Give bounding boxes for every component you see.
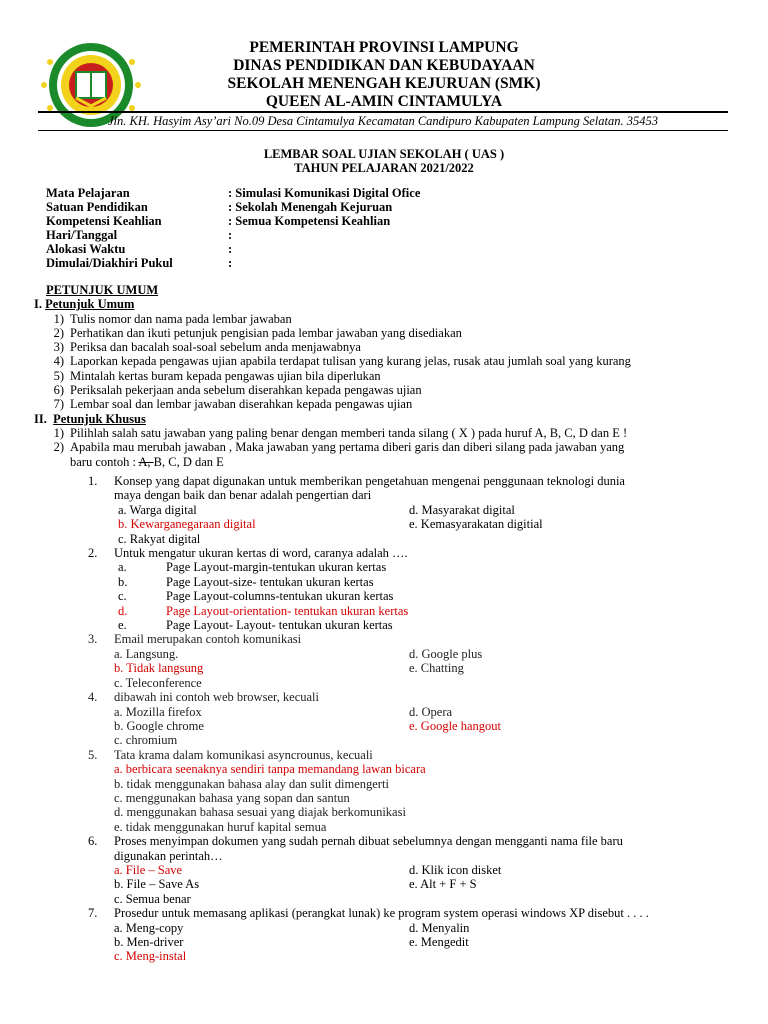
general-title: Petunjuk Umum bbox=[45, 297, 135, 312]
identity-value: : bbox=[228, 256, 233, 270]
school-name: QUEEN AL-AMIN CINTAMULYA bbox=[265, 93, 503, 110]
identity-value: : bbox=[228, 242, 233, 256]
answer-option[interactable]: c. Semua benar bbox=[114, 891, 191, 906]
exam-title bbox=[0, 147, 768, 175]
identity-value: : Sekolah Menengah Kejuruan bbox=[228, 200, 393, 214]
general-list bbox=[34, 312, 734, 412]
question bbox=[88, 906, 748, 964]
question bbox=[88, 546, 748, 632]
answer-option[interactable]: a. Langsung. bbox=[114, 646, 179, 661]
identity-row bbox=[46, 242, 420, 256]
question bbox=[88, 748, 748, 834]
answer-option[interactable]: e. Page Layout- Layout- tentukan ukuran kertas bbox=[118, 618, 393, 633]
answer-option[interactable]: c. Rakyat digital bbox=[118, 531, 201, 546]
answer-option[interactable]: a. File – Save bbox=[114, 862, 183, 877]
question-text: Email merupakan contoh komunikasi bbox=[114, 632, 302, 647]
answer-option[interactable]: c. Meng-instal bbox=[114, 949, 187, 964]
answer-option[interactable]: e. tidak menggunakan huruf kapital semua bbox=[114, 819, 327, 834]
general-number: I. bbox=[34, 297, 42, 312]
answer-option[interactable]: d. Masyarakat digital bbox=[409, 502, 515, 517]
answer-option[interactable]: d. menggunakan bahasa sesuai yang diajak berkomunikasi bbox=[114, 805, 406, 820]
question-text: Untuk mengatur ukuran kertas di word, caranya adalah …. bbox=[114, 546, 408, 561]
identity-key: Alokasi Waktu bbox=[46, 242, 126, 256]
answer-option[interactable]: d. Opera bbox=[409, 704, 453, 719]
answer-options bbox=[88, 503, 748, 546]
question-text: digunakan perintah… bbox=[114, 848, 223, 863]
list-item: 2) Perhatikan dan ikuti petunjuk pengisian pada lembar jawaban yang disediakan bbox=[53, 325, 462, 340]
answer-option[interactable]: e. Kemasyarakatan digitial bbox=[409, 517, 543, 532]
answer-option[interactable]: d. Klik icon disket bbox=[409, 862, 502, 877]
identity-row bbox=[46, 228, 420, 242]
identity-key: Mata Pelajaran bbox=[46, 186, 130, 200]
question bbox=[88, 632, 748, 690]
answer-option[interactable]: c. chromium bbox=[114, 733, 178, 748]
answer-option[interactable]: c. Page Layout-columns-tentukan ukuran kertas bbox=[118, 589, 394, 604]
answer-options bbox=[88, 560, 748, 632]
identity-key: Kompetensi Keahlian bbox=[46, 214, 162, 228]
answer-option[interactable]: b. Kewarganegaraan digital bbox=[118, 517, 256, 532]
identity-row bbox=[46, 200, 420, 214]
question-number: 5. bbox=[88, 747, 98, 762]
answer-option[interactable]: a. Mozilla firefox bbox=[114, 704, 202, 719]
answer-option[interactable]: a. Page Layout-margin-tentukan ukuran kertas bbox=[118, 560, 387, 575]
identity-key: Satuan Pendidikan bbox=[46, 200, 148, 214]
question-text: Tata krama dalam komunikasi asyncrounus, kecuali bbox=[114, 747, 373, 762]
question bbox=[88, 834, 748, 906]
question-text: Proses menyimpan dokumen yang sudah pernah dibuat sebelumnya dengan mengganti nama file baru bbox=[114, 834, 623, 849]
question bbox=[88, 474, 748, 546]
question-number: 7. bbox=[88, 906, 98, 921]
answer-option[interactable]: a. berbicara seenaknya sendiri tanpa memandang lawan bicara bbox=[114, 762, 426, 777]
list-item: 4) Laporkan kepada pengawas ujian apabila terdapat tulisan yang kurang jelas, rusak atau jumlah soal yang kurang bbox=[53, 354, 631, 369]
special-number: II. bbox=[34, 411, 47, 426]
answer-option[interactable]: d. Page Layout-orientation- tentukan ukuran kertas bbox=[118, 603, 409, 618]
answer-option[interactable]: b. Google chrome bbox=[114, 718, 204, 733]
answer-option[interactable]: e. Mengedit bbox=[409, 935, 469, 949]
instructions bbox=[34, 283, 734, 469]
answer-option[interactable]: b. tidak menggunakan bahasa alay dan sulit dimengerti bbox=[114, 776, 389, 791]
question-number: 1. bbox=[88, 474, 98, 488]
struck-answer: A, bbox=[138, 454, 154, 469]
list-item: 6) Periksalah pekerjaan anda sebelum diserahkan kepada pengawas ujian bbox=[53, 383, 422, 398]
question bbox=[88, 690, 748, 748]
department-name: DINAS PENDIDIKAN DAN KEBUDAYAAN bbox=[233, 57, 535, 74]
identity-row bbox=[46, 186, 420, 200]
answer-options bbox=[88, 762, 748, 834]
answer-options bbox=[88, 705, 748, 748]
school-address: Jln. KH. Hasyim Asy’ari No.09 Desa Cintamulya Kecamatan Candipuro Kabupaten Lampung Selatan. 35453 bbox=[108, 114, 658, 128]
answer-option[interactable]: e. Chatting bbox=[409, 661, 464, 676]
list-item: 1) Pilihlah salah satu jawaban yang paling benar dengan memberi tanda silang ( X ) pada huruf A, B, C, D dan E ! bbox=[53, 425, 628, 440]
identity-value: : Simulasi Komunikasi Digital Ofice bbox=[228, 186, 421, 200]
list-item: baru contoh : A, B, C, D dan E bbox=[70, 454, 224, 469]
government-name: PEMERINTAH PROVINSI LAMPUNG bbox=[249, 39, 519, 56]
list-item: 5) Mintalah kertas buram kepada pengawas ujian bila diperlukan bbox=[53, 368, 381, 383]
header-divider-bottom bbox=[38, 130, 728, 131]
question-number: 2. bbox=[88, 546, 98, 561]
question-number: 4. bbox=[88, 690, 98, 705]
exam-title-line2: TAHUN PELAJARAN 2021/2022 bbox=[294, 161, 474, 175]
answer-options bbox=[88, 863, 748, 906]
identity-key: Hari/Tanggal bbox=[46, 228, 118, 242]
list-item: 7) Lembar soal dan lembar jawaban diserahkan kepada pengawas ujian bbox=[53, 397, 413, 412]
special-title: Petunjuk Khusus bbox=[53, 411, 146, 426]
question-text: Konsep yang dapat digunakan untuk memberikan pengetahuan mengenai penggunaan teknologi dunia bbox=[114, 474, 625, 488]
letterhead-text bbox=[150, 39, 618, 111]
special-list bbox=[34, 426, 734, 469]
answer-option[interactable]: e. Google hangout bbox=[409, 718, 501, 733]
answer-option[interactable]: b. Tidak langsung bbox=[114, 661, 204, 676]
school-type: SEKOLAH MENENGAH KEJURUAN (SMK) bbox=[227, 75, 541, 92]
identity-row bbox=[46, 256, 420, 270]
identity-value: : bbox=[228, 228, 233, 242]
answer-option[interactable]: b. Men-driver bbox=[114, 935, 184, 949]
answer-option[interactable]: a. Meng-copy bbox=[114, 920, 184, 935]
header-divider-top bbox=[38, 111, 728, 113]
answer-options bbox=[88, 921, 748, 964]
identity-key: Dimulai/Diakhiri Pukul bbox=[46, 256, 173, 270]
instructions-heading: PETUNJUK UMUM bbox=[46, 283, 159, 297]
question-text: Prosedur untuk memasang aplikasi (perangkat lunak) ke program system operasi windows XP disebut . . . . bbox=[114, 906, 649, 921]
exam-identity bbox=[46, 186, 420, 270]
answer-option[interactable]: b. Page Layout-size- tentukan ukuran kertas bbox=[118, 574, 374, 589]
answer-option[interactable]: e. Alt + F + S bbox=[409, 877, 477, 892]
list-item: 2) Apabila mau merubah jawaban , Maka jawaban yang pertama diberi garis dan diberi silang pada jawaban yang bbox=[53, 440, 625, 455]
exam-title-line1: LEMBAR SOAL UJIAN SEKOLAH ( UAS ) bbox=[263, 147, 505, 161]
list-item: 1) Tulis nomor dan nama pada lembar jawaban bbox=[53, 311, 292, 326]
answer-option[interactable]: b. File – Save As bbox=[114, 877, 200, 892]
question-text: dibawah ini contoh web browser, kecuali bbox=[114, 690, 319, 705]
list-item: 3) Periksa dan bacalah soal-soal sebelum anda menjawabnya bbox=[53, 340, 361, 355]
answer-option[interactable]: c. Teleconference bbox=[114, 675, 202, 690]
answer-option[interactable]: d. Google plus bbox=[409, 646, 483, 661]
answer-option[interactable]: d. Menyalin bbox=[409, 920, 470, 935]
identity-row bbox=[46, 214, 420, 228]
answer-options bbox=[88, 647, 748, 690]
question-number: 6. bbox=[88, 834, 98, 849]
question-text: maya dengan baik dan benar adalah pengertian dari bbox=[114, 488, 372, 503]
identity-value: : Semua Kompetensi Keahlian bbox=[228, 214, 391, 228]
answer-option[interactable]: c. menggunakan bahasa yang sopan dan santun bbox=[114, 790, 350, 805]
question-list bbox=[88, 474, 748, 964]
answer-option[interactable]: a. Warga digital bbox=[118, 502, 197, 517]
question-number: 3. bbox=[88, 632, 98, 647]
